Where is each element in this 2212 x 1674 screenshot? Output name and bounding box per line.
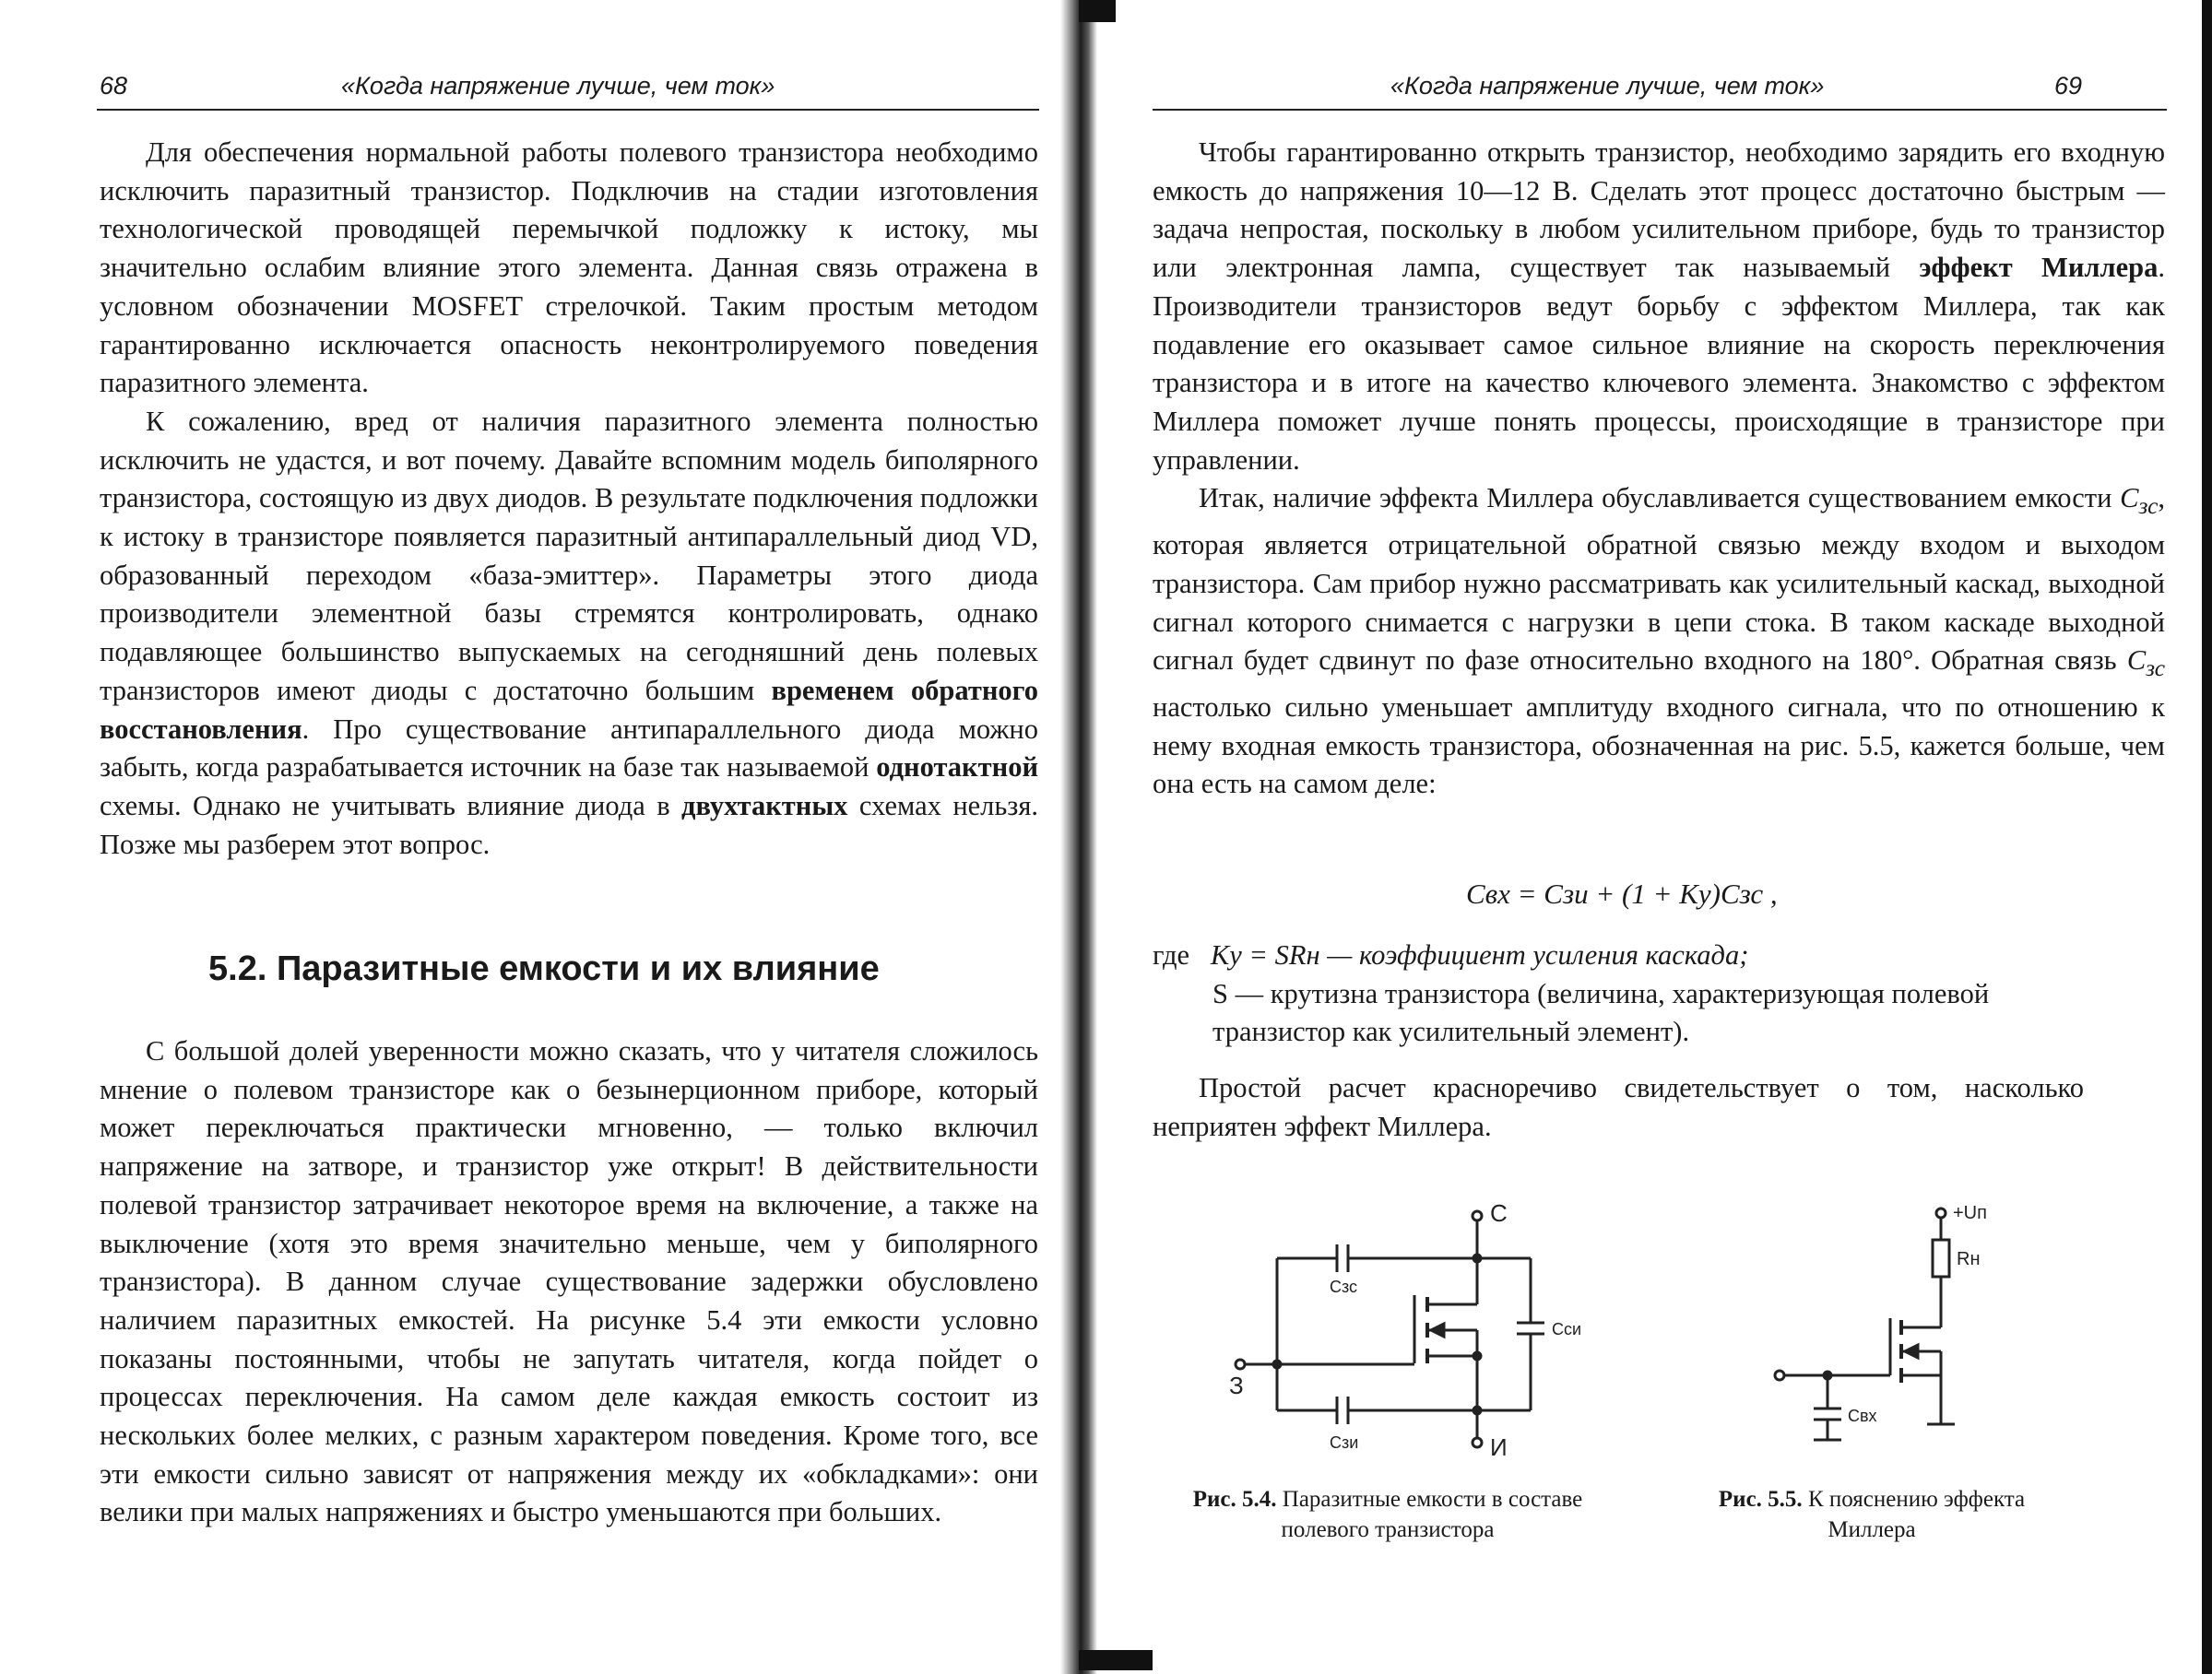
left-paragraph-1: Для обеспечения нормальной работы полевого транзистора необходимо исключить паразитный транзистор. Подключив на стадии изготовления технологической проводящей перемычкой подложку к истоку, мы значительно ослабим влияние этого элемента. Данная связь отражена в условном обозначении MOSFET стрелочкой. Таким простым методом гарантированно исключается опасность неконтролируемого поведения паразитного элемента. bbox=[100, 136, 1038, 399]
right-body-bottom bbox=[1153, 1069, 2084, 1146]
label-cgs: Cзи bbox=[1330, 1433, 1359, 1452]
label-drain: С bbox=[1490, 1199, 1508, 1227]
left-running-head: «Когда напряжение лучше, чем ток» bbox=[341, 72, 775, 100]
drain-terminal bbox=[1473, 1211, 1482, 1220]
source-terminal bbox=[1473, 1438, 1482, 1447]
label-cgd: Cзс bbox=[1330, 1278, 1358, 1296]
figure-5-5-circuit bbox=[1761, 1198, 1987, 1447]
figure-5-4-circuit bbox=[1217, 1199, 1604, 1470]
label-cds: Cси bbox=[1552, 1320, 1582, 1338]
where-s: S — крутизна транзистора (величина, характеризующая полевой транзистор как усилительный элемент). bbox=[1212, 977, 1990, 1048]
left-body-top bbox=[100, 134, 1038, 864]
left-body-bottom bbox=[100, 1032, 1038, 1532]
where-ky: Ky = SRн — коэффициент усиления каскада; bbox=[1210, 939, 1749, 971]
right-header-rule bbox=[1153, 109, 2167, 111]
where-word: где bbox=[1153, 939, 1190, 971]
gate-terminal bbox=[1236, 1360, 1245, 1369]
right-running-head: «Когда напряжение лучше, чем ток» bbox=[1390, 72, 1825, 100]
label-gate: З bbox=[1229, 1372, 1244, 1399]
right-paragraph-1: Чтобы гарантированно открыть транзистор, необходимо зарядить его входную емкость до напряжения 10—12 В. Сделать этот процесс достаточно быстрым — задача непростая, поскольку в любом усилительном приборе, будь то транзистор или электронная лампа, существует так называемый эффект Миллера. Производители транзисторов ведут борьбу с эффектом Миллера, так как подавление его оказывает самое сильное влияние на скорость переключения транзистора и в итоге на качество ключевого элемента. Знакомство с эффектом Миллера поможет лучше понять процессы, происходящие в транзисторе при управлении. bbox=[1153, 136, 2165, 476]
input-terminal bbox=[1775, 1371, 1784, 1380]
right-body-top bbox=[1153, 134, 2165, 804]
left-paragraph-2: К сожалению, вред от наличия паразитного элемента полностью исключить не удастся, и вот почему. Давайте вспомним модель биполярного транзистора, состоящую из двух диодов. В результате подключения подложки к истоку в транзисторе появляется паразитный антипараллельный диод VD, образованный переходом «база-эмиттер». Параметры этого диода производители элементной базы стремятся контролировать, однако подавляющее большинство выпускаемых на сегодняшний день полевых транзисторов имеют диоды с достаточно большим временем обратного восстановления. Про существование антипараллельного диода можно забыть, когда разрабатывается источник на базе так называемой однотактной схемы. Однако не учитывать влияние диода в двухтактных схемах нельзя. Позже мы разберем этот вопрос. bbox=[100, 405, 1039, 860]
label-supply: +Uп bbox=[1953, 1203, 1987, 1223]
left-header-rule bbox=[97, 109, 1039, 111]
right-paragraph-2: Итак, наличие эффекта Миллера обуславливается существованием емкости $С_{зс}$, которая является отрицательной обратной связью между входом и выходом транзистора. Сам прибор нужно рассматривать как усилительный каскад, выходной сигнал которого снимается с нагрузки в цепи стока. В таком каскаде выходной сигнал будет сдвинут по фазе относительно входного на 180°. Обратная связь $С_{зс}$ настолько сильно уменьшает амплитуду входного сигнала, что по отношению к нему входная емкость транзистора, обозначенная на рис. 5.5, кажется больше, чем она есть на самом деле: bbox=[1153, 482, 2166, 800]
miller-formula: Cвх = Cзи + (1 + Ky)Cзс , bbox=[1466, 878, 1778, 910]
supply-terminal bbox=[1936, 1208, 1946, 1218]
label-cin: Cвх bbox=[1848, 1407, 1877, 1425]
left-paragraph-3: С большой долей уверенности можно сказать, что у читателя сложилось мнение о полевом транзисторе как о безынерционном приборе, который может переключаться практически мгновенно, — только включил напряжение на затворе, и транзистор уже открыт! В действительности полевой транзистор затрачивает некоторое время на включение, а также на выключение (хотя это время значительно меньше, чем у биполярного транзистора). В данном случае существование задержки обусловлено наличием паразитных емкостей. На рисунке 5.4 эти емкости условно показаны постоянными, чтобы не запутать читателя, когда пойдет о процессах переключения. На самом деле каждая емкость состоит из нескольких более мелких, с разным характером поведения. Кроме того, все эти емкости сильно зависят от напряжения между их «обкладками»: они велики при малых напряжениях и быстро уменьшаются при больших. bbox=[100, 1035, 1038, 1528]
formula-legend bbox=[1153, 937, 2093, 1052]
left-page-number: 68 bbox=[100, 72, 128, 100]
figure-5-5-caption: Рис. 5.5. К пояснению эффекта Миллера bbox=[1718, 1487, 2026, 1542]
right-page-number: 69 bbox=[2054, 72, 2083, 100]
right-paragraph-3: Простой расчет красноречиво свидетельствует о том, насколько неприятен эффект Миллера. bbox=[1153, 1072, 2084, 1142]
label-load: Rн bbox=[1957, 1249, 1981, 1269]
label-source: И bbox=[1490, 1433, 1508, 1461]
figure-5-4-caption: Рис. 5.4. Паразитные емкости в составе полевого транзистора bbox=[1192, 1487, 1583, 1542]
left-page bbox=[0, 0, 1077, 1674]
section-title: 5.2. Паразитные емкости и их влияние bbox=[208, 949, 880, 988]
load-resistor bbox=[1933, 1240, 1949, 1277]
